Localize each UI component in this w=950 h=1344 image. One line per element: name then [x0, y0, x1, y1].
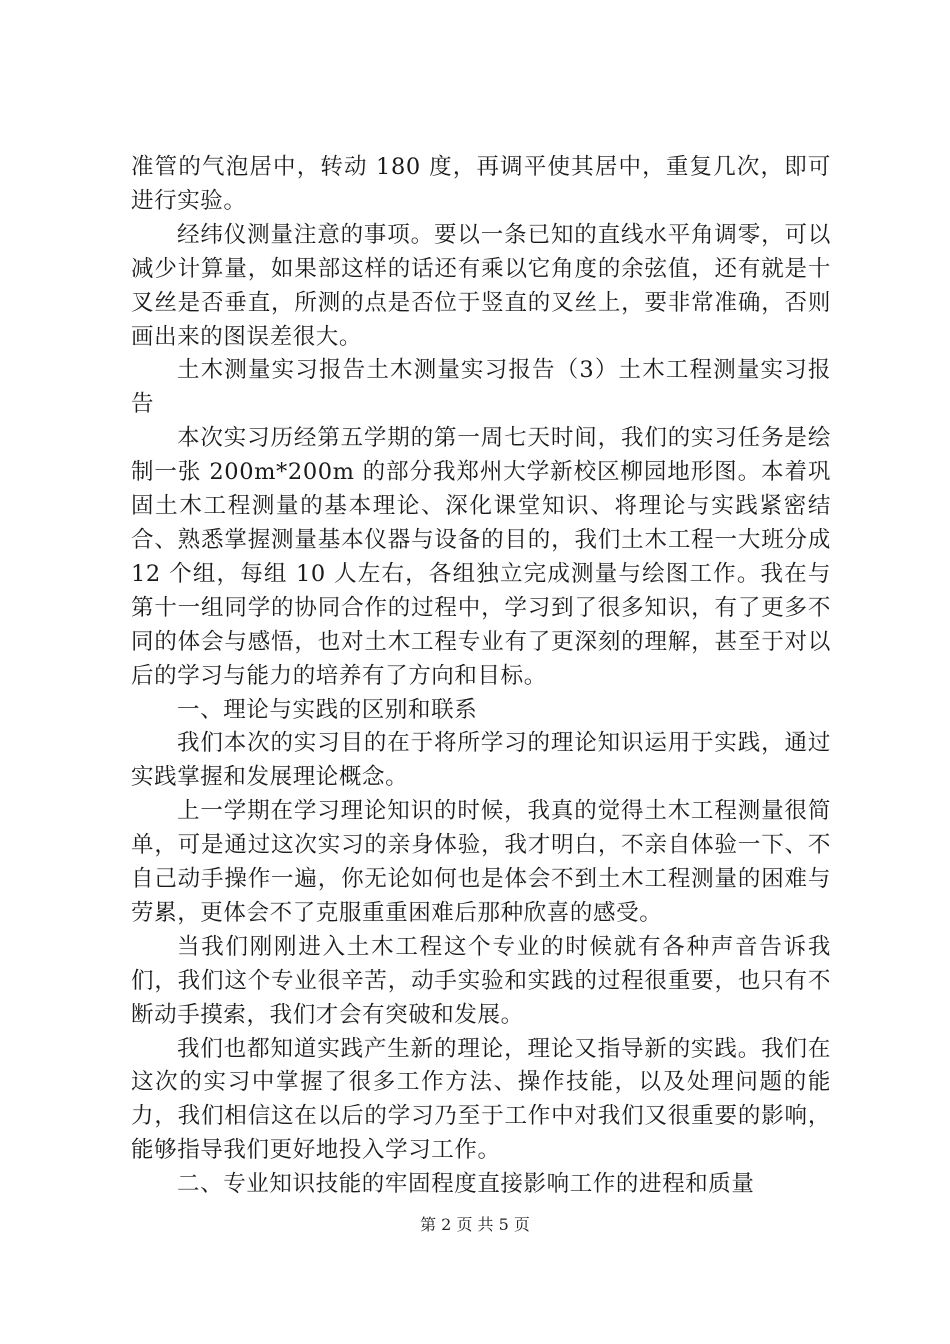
section-heading-1: 一、理论与实践的区别和联系: [177, 696, 478, 723]
paragraph-1: 准管的气泡居中，转动 180 度，再调平使其居中，重复几次，即可进行实验。: [131, 154, 831, 214]
page-number-footer: 第 2 页 共 5 页: [420, 1215, 530, 1234]
paragraph-2: 经纬仪测量注意的事项。要以一条已知的直线水平角调零，可以减少计算量，如果部这样的话还有乘以它角度的余弦值，还有就是十叉丝是否垂直，所测的点是否位于竖直的叉丝上，要非常准确，否则画出来的图误差很大。: [131, 221, 831, 350]
paragraph-3-report-title: 土木测量实习报告土木测量实习报告（3）土木工程测量实习报告: [131, 357, 831, 418]
paragraph-6: 我们本次的实习目的在于将所学习的理论知识运用于实践，通过实践掌握和发展理论概念。: [131, 730, 831, 791]
paragraph-7: 上一学期在学习理论知识的时候，我真的觉得土木工程测量很简单，可是通过这次实习的亲身体验，我才明白，不亲自体验一下、不自己动手操作一遍，你无论如何也是体会不到土木工程测量的困难与劳累，更体会不了克服重重困难后那种欣喜的感受。: [131, 798, 831, 926]
paragraph-4: 本次实习历经第五学期的第一周七天时间，我们的实习任务是绘制一张 200m*200m 的部分我郑州大学新校区柳园地形图。本着巩固土木工程测量的基本理论、深化课堂知识、将理论与实践紧密结合、熟悉掌握测量基本仪器与设备的目的，我们土木工程一大班分成 12 个组，每组 10 人左右，各组独立完成测量与绘图工作。我在与第十一组同学的协同合作的过程中，学习到了很多知识，有了更多不同的体会与感悟，也对土木工程专业有了更深刻的理解，甚至于对以后的学习与能力的培养有了方向和目标。: [131, 425, 831, 689]
paragraph-9: 我们也都知道实践产生新的理论，理论又指导新的实践。我们在这次的实习中掌握了很多工作方法、操作技能，以及处理问题的能力，我们相信这在以后的学习乃至于工作中对我们又很重要的影响，能够指导我们更好地投入学习工作。: [131, 1035, 831, 1164]
paragraph-8: 当我们刚刚进入土木工程这个专业的时候就有各种声音告诉我们，我们这个专业很辛苦，动手实验和实践的过程很重要，也只有不断动手摸索，我们才会有突破和发展。: [131, 933, 831, 1028]
section-heading-2: 二、专业知识技能的牢固程度直接影响工作的进程和质量: [177, 1171, 755, 1198]
document-body: [131, 151, 831, 1202]
